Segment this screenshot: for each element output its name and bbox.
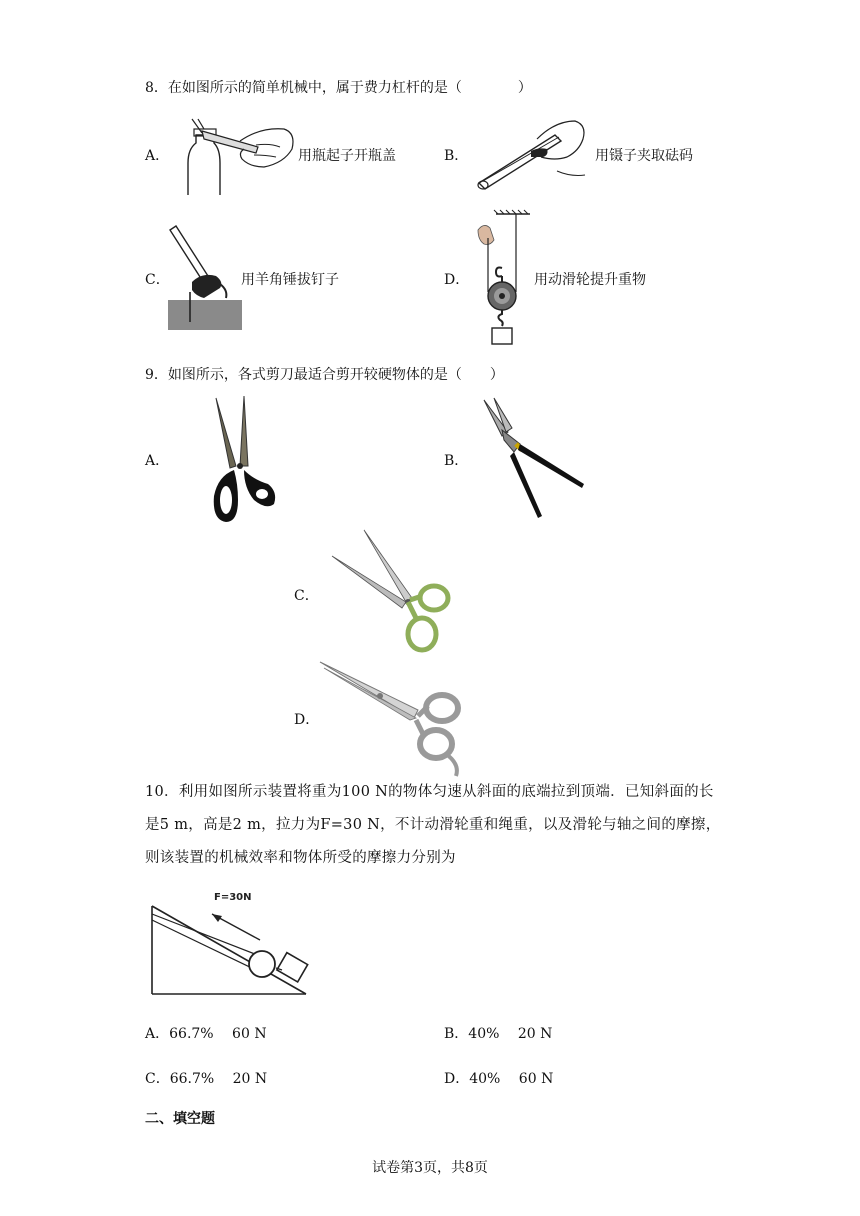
q9-stem: 9．如图所示，各式剪刀最适合剪开较硬物体的是（ ） xyxy=(145,367,504,383)
tweezers-image xyxy=(475,117,587,193)
q10-option-c-letter: C． xyxy=(145,1071,170,1087)
q10-option-b-letter: B． xyxy=(444,1026,469,1042)
q10-option-d-letter: D． xyxy=(444,1071,470,1087)
q10-option-a-value: 66.7% 60 N xyxy=(169,1026,267,1042)
movable-pulley-image xyxy=(472,210,532,348)
q10-option-c[interactable] xyxy=(145,1069,267,1089)
q10-option-b[interactable] xyxy=(444,1024,552,1044)
bottle-opener-image xyxy=(180,115,298,195)
scissors-d-image xyxy=(318,660,466,778)
q10-stem-line1: 10．利用如图所示装置将重为100 N的物体匀速从斜面的底端拉到顶端．已知斜面的长 xyxy=(145,784,714,800)
scissors-c-image xyxy=(330,528,452,654)
q9-option-a-letter[interactable]: A． xyxy=(145,453,170,469)
q10-option-d[interactable] xyxy=(444,1069,553,1089)
q10-stem-line2: 是5 m，高是2 m，拉力为F=30 N，不计动滑轮重和绳重，以及滑轮与轴之间的摩擦， xyxy=(145,817,721,833)
q10-option-a-letter: A． xyxy=(145,1026,170,1042)
q10-option-b-value: 40% 20 N xyxy=(468,1026,553,1042)
q8-option-d-caption: 用动滑轮提升重物 xyxy=(534,272,646,288)
q8-option-b-letter[interactable]: B． xyxy=(444,148,469,164)
q8-stem: 8．在如图所示的简单机械中，属于费力杠杆的是（ ） xyxy=(145,80,532,96)
q10-stem-line3: 则该装置的机械效率和物体所受的摩擦力分别为 xyxy=(145,850,456,866)
q10-option-d-value: 40% 60 N xyxy=(469,1071,554,1087)
q8-option-d-letter[interactable]: D． xyxy=(444,272,470,288)
q8-option-c-caption: 用羊角锤拔钉子 xyxy=(241,272,339,288)
incline-pulley-figure xyxy=(148,884,314,1000)
scissors-a-image xyxy=(208,396,278,524)
q8-option-a-letter[interactable]: A． xyxy=(145,148,170,164)
q10-option-a[interactable] xyxy=(145,1024,267,1044)
force-label: F=30N xyxy=(214,892,252,903)
q10-option-c-value: 66.7% 20 N xyxy=(169,1071,268,1087)
claw-hammer-image xyxy=(168,226,244,330)
q9-option-c-letter[interactable]: C． xyxy=(294,588,319,604)
q9-option-d-letter[interactable]: D． xyxy=(294,712,320,728)
section-title: 二、填空题 xyxy=(145,1111,215,1127)
scissors-b-image xyxy=(482,398,586,520)
q9-option-b-letter[interactable]: B． xyxy=(444,453,469,469)
q8-option-b-caption: 用镊子夹取砝码 xyxy=(595,148,693,164)
q8-option-a-caption: 用瓶起子开瓶盖 xyxy=(298,148,396,164)
q8-option-c-letter[interactable]: C． xyxy=(145,272,170,288)
page-footer: 试卷第3页，共8页 xyxy=(372,1160,488,1176)
